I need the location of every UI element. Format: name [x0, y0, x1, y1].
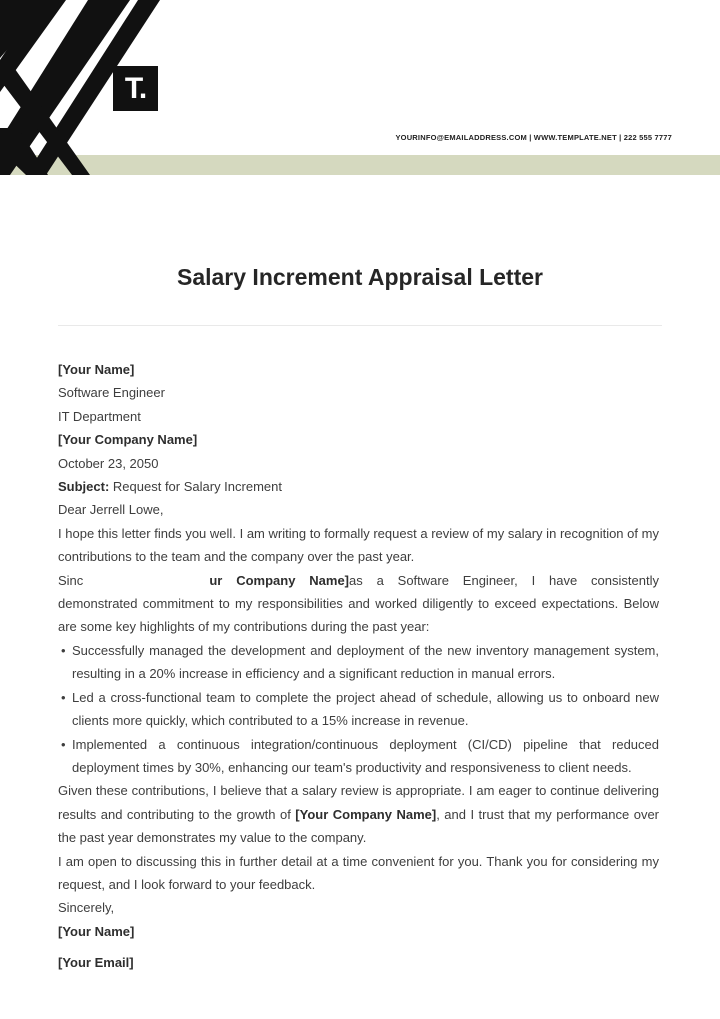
paragraph-3-end: , and I trust that my performance over the past year demonstrates my value to the company.	[58, 806, 660, 846]
salutation: Dear Jerrell Lowe,	[58, 502, 164, 518]
highlights-list	[58, 639, 659, 779]
list-item: • Implemented a continuous integration/continuous deployment (CI/CD) pipeline that reduced deployment times by 30%, enhancing our team's productivity and responsiveness to client needs.	[72, 733, 659, 780]
paragraph-2-start: Sinc	[58, 572, 84, 588]
title-divider	[58, 325, 662, 326]
company-name: [Your Company Name]	[58, 432, 198, 448]
company-logo: T.	[113, 66, 158, 111]
page-title: Salary Increment Appraisal Letter	[176, 264, 543, 290]
closing: Sincerely,	[58, 900, 115, 916]
sender-position: Software Engineer	[58, 385, 165, 401]
paragraph-2-rest: as a Software Engineer, I have consistently demonstrated commitment to my responsibilities and worked diligently to exceed expectations. Below are some key highlights of my contributions during the past year:	[58, 572, 659, 635]
signature-name: [Your Name]	[58, 923, 135, 939]
paragraph-3-start: Given these contributions, I believe that a salary review is appropriate. I am eager to continue delivering results and contributing to the growth of	[58, 783, 659, 822]
letter-date: October 23, 2050	[58, 455, 159, 471]
paragraph-intro: I hope this letter finds you well. I am writing to formally request a review of my salary in recognition of my contributions to the team and the company over the past year.	[58, 525, 659, 565]
sender-name: [Your Name]	[58, 362, 135, 377]
paragraph-3-company: [Your Company Name]	[295, 806, 437, 822]
subject-label: Subject:	[58, 479, 110, 495]
sender-department: IT Department	[58, 408, 141, 424]
paragraph-2-company: ur Company Name]	[209, 572, 349, 588]
redaction-mask: eyeeeeeeeeeeeee[Yo	[83, 572, 210, 588]
paragraph-highlights-intro	[58, 569, 659, 639]
signature-email: [Your Email]	[58, 955, 134, 971]
list-item: • Successfully managed the development and deployment of the new inventory management system, resulting in a 20% increase in efficiency and a significant reduction in manual errors.	[72, 639, 659, 686]
contact-info: YOURINFO@EMAILADDRESS.COM | WWW.TEMPLATE.NET | 222 555 7777	[395, 133, 672, 142]
letterhead	[0, 0, 720, 175]
letter-body	[58, 358, 659, 975]
paragraph-closing: I am open to discussing this in further detail at a time convenient for you. Thank you for considering my request, and I look forward to your feedback.	[58, 853, 659, 892]
subject-text: Request for Salary Increment	[109, 479, 282, 495]
letterhead-graphic	[0, 0, 720, 175]
subject-line	[58, 475, 659, 498]
paragraph-review	[58, 779, 659, 849]
list-item: • Led a cross-functional team to complete the project ahead of schedule, allowing us to onboard new clients more quickly, which contributed to a 15% increase in revenue.	[72, 686, 659, 733]
